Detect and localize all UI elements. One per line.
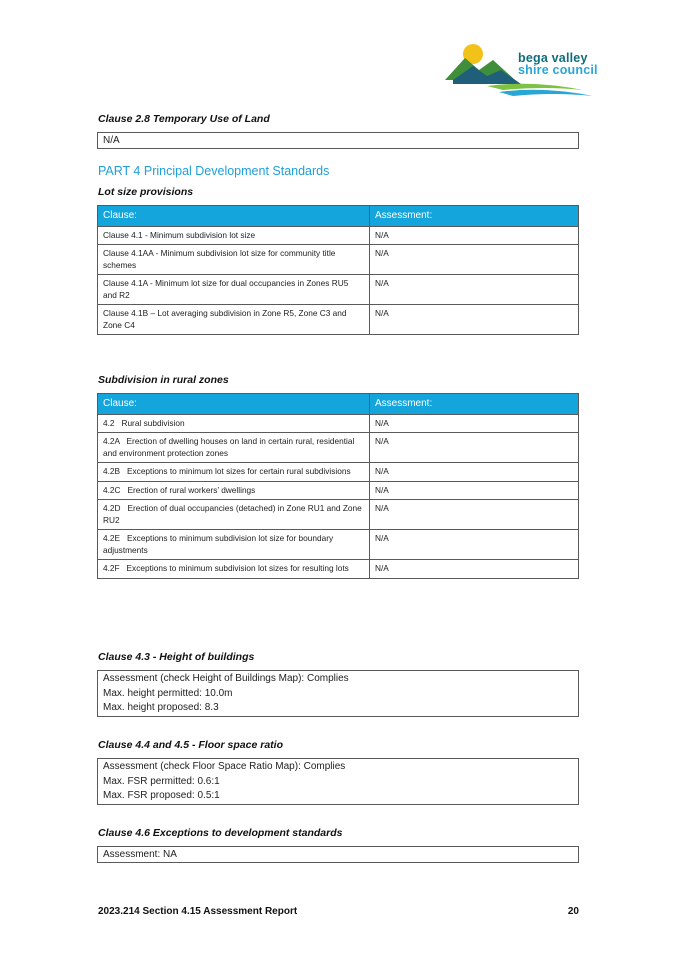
assessment-cell: N/A [370, 305, 579, 335]
assessment-cell: N/A [370, 481, 579, 500]
exceptions-box: Assessment: NA [97, 846, 579, 863]
fsr-assessment-box [97, 758, 579, 805]
logo-wordmark [518, 52, 598, 76]
header-clause: Clause: [98, 206, 370, 227]
table-row [98, 305, 579, 335]
page-number: 20 [567, 906, 579, 917]
table-row [98, 414, 579, 433]
assessment-cell: N/A [370, 530, 579, 560]
clause-cell: 4.2E Exceptions to minimum subdivision lot size for boundary adjustments [98, 530, 370, 560]
table-row [98, 500, 579, 530]
clause-cell: Clause 4.1A - Minimum lot size for dual occupancies in Zones RU5 and R2 [98, 275, 370, 305]
fsr-assessment-line: Assessment (check Floor Space Ratio Map): Complies [103, 761, 346, 772]
lot-size-heading: Lot size provisions [98, 186, 194, 198]
height-proposed-line: Max. height proposed: 8.3 [103, 702, 219, 713]
height-assessment-box [97, 670, 579, 717]
fsr-heading: Clause 4.4 and 4.5 - Floor space ratio [98, 739, 283, 751]
header-clause: Clause: [98, 394, 370, 415]
table-row [98, 560, 579, 579]
footer-report-title: 2023.214 Section 4.15 Assessment Report [98, 906, 298, 917]
exceptions-heading: Clause 4.6 Exceptions to development standards [98, 827, 343, 839]
clause-cell: 4.2 Rural subdivision [98, 414, 370, 433]
table-row [98, 481, 579, 500]
clause-cell: 4.2B Exceptions to minimum lot sizes for certain rural subdivisions [98, 463, 370, 482]
table-header-row [98, 394, 579, 415]
height-permitted-line: Max. height permitted: 10.0m [103, 687, 233, 699]
logo-line-2: shire council [518, 63, 598, 77]
height-heading: Clause 4.3 - Height of buildings [98, 651, 255, 663]
fsr-proposed-line: Max. FSR proposed: 0.5:1 [103, 790, 220, 801]
header-assessment: Assessment: [370, 206, 579, 227]
clause-cell: Clause 4.1 - Minimum subdivision lot size [98, 226, 370, 245]
table-row [98, 226, 579, 245]
height-assessment-line: Assessment (check Height of Buildings Map): Complies [103, 673, 349, 684]
clause-2-8-box: N/A [97, 132, 579, 149]
assessment-cell: N/A [370, 463, 579, 482]
assessment-cell: N/A [370, 414, 579, 433]
clause-cell: Clause 4.1B – Lot averaging subdivision in Zone R5, Zone C3 and Zone C4 [98, 305, 370, 335]
table-row [98, 245, 579, 275]
assessment-cell: N/A [370, 433, 579, 463]
assessment-cell: N/A [370, 275, 579, 305]
header-assessment: Assessment: [370, 394, 579, 415]
rural-subdivision-heading: Subdivision in rural zones [98, 374, 229, 386]
table-row [98, 275, 579, 305]
assessment-cell: N/A [370, 560, 579, 579]
fsr-permitted-line: Max. FSR permitted: 0.6:1 [103, 775, 220, 787]
table-row [98, 433, 579, 463]
table-row [98, 530, 579, 560]
assessment-cell: N/A [370, 500, 579, 530]
table-header-row [98, 206, 579, 227]
logo-line-1: bega valley [518, 51, 588, 65]
clause-cell: 4.2F Exceptions to minimum subdivision lot sizes for resulting lots [98, 560, 370, 579]
rural-subdivision-table [97, 393, 579, 579]
lot-size-table [97, 205, 579, 335]
clause-cell: 4.2D Erection of dual occupancies (detached) in Zone RU1 and Zone RU2 [98, 500, 370, 530]
assessment-cell: N/A [370, 226, 579, 245]
clause-2-8-heading: Clause 2.8 Temporary Use of Land [98, 113, 270, 125]
clause-cell: 4.2C Erection of rural workers’ dwellings [98, 481, 370, 500]
clause-cell: Clause 4.1AA - Minimum subdivision lot size for community title schemes [98, 245, 370, 275]
part-4-heading: PART 4 Principal Development Standards [98, 164, 330, 178]
assessment-cell: N/A [370, 245, 579, 275]
table-row [98, 463, 579, 482]
clause-cell: 4.2A Erection of dwelling houses on land in certain rural, residential and environment protection zones [98, 433, 370, 463]
